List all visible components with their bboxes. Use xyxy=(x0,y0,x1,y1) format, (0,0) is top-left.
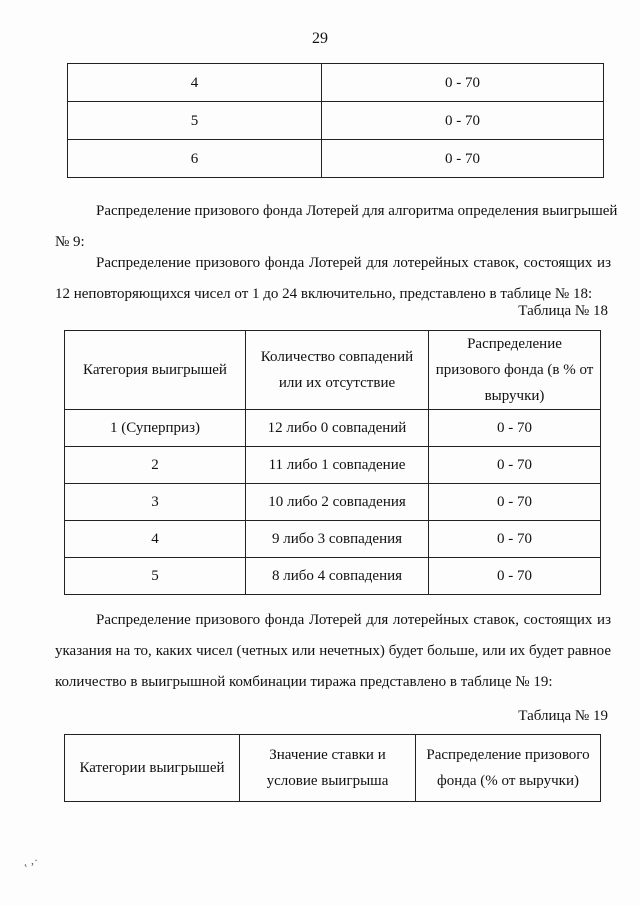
paragraph-line: 12 неповторяющихся чисел от 1 до 24 включительно, представлено в таблице № 18: xyxy=(55,286,593,302)
paragraph-line: Распределение призового фонда Лотерей для лотерейных ставок, состоящих из xyxy=(96,255,611,271)
category-cell: 6 xyxy=(68,140,322,178)
matches-cell: 11 либо 1 совпадение xyxy=(246,447,429,484)
header-category: Категория выигрышей xyxy=(65,331,246,410)
header-category: Категории выигрышей xyxy=(65,735,240,802)
distribution-cell: 0 - 70 xyxy=(429,521,601,558)
table-row xyxy=(65,484,601,521)
header-matches: Количество совпадений или их отсутствие xyxy=(246,331,429,410)
distribution-cell: 0 - 70 xyxy=(429,410,601,447)
table-row xyxy=(68,102,604,140)
paragraph-table-19-intro xyxy=(55,605,611,698)
distribution-cell: 0 - 70 xyxy=(322,102,604,140)
category-cell: 4 xyxy=(65,521,246,558)
table-row xyxy=(65,410,601,447)
category-cell: 1 (Суперприз) xyxy=(65,410,246,447)
category-cell: 4 xyxy=(68,64,322,102)
paragraph-line: указания на то, каких чисел (четных или нечетных) будет больше, или их будет равное xyxy=(55,643,611,659)
table-row xyxy=(68,140,604,178)
table-18 xyxy=(64,330,601,595)
matches-cell: 10 либо 2 совпадения xyxy=(246,484,429,521)
prize-distribution-continuation-table xyxy=(67,63,604,178)
scan-margin-mark: ˛ ,· xyxy=(24,853,38,867)
distribution-cell: 0 - 70 xyxy=(429,558,601,595)
paragraph-table-18-intro xyxy=(55,248,611,310)
distribution-cell: 0 - 70 xyxy=(322,64,604,102)
category-cell: 5 xyxy=(68,102,322,140)
matches-cell: 8 либо 4 совпадения xyxy=(246,558,429,595)
paragraph-line: № 9: xyxy=(55,234,85,250)
page-number: 29 xyxy=(312,30,328,47)
distribution-cell: 0 - 70 xyxy=(322,140,604,178)
table-header-row xyxy=(65,735,601,802)
table-header-row xyxy=(65,331,601,410)
category-cell: 3 xyxy=(65,484,246,521)
header-bet-condition: Значение ставки и условие выигрыша xyxy=(240,735,416,802)
matches-cell: 12 либо 0 совпадений xyxy=(246,410,429,447)
table-row xyxy=(65,521,601,558)
category-cell: 2 xyxy=(65,447,246,484)
header-distribution: Распределение призового фонда (% от выручки) xyxy=(416,735,601,802)
table-row xyxy=(65,558,601,595)
header-distribution: Распределение призового фонда (в % от выручки) xyxy=(429,331,601,410)
distribution-cell: 0 - 70 xyxy=(429,447,601,484)
table-19 xyxy=(64,734,601,802)
table-row xyxy=(65,447,601,484)
paragraph-line: количество в выигрышной комбинации тиража представлено в таблице № 19: xyxy=(55,674,553,690)
category-cell: 5 xyxy=(65,558,246,595)
paragraph-line: Распределение призового фонда Лотерей для лотерейных ставок, состоящих из xyxy=(96,612,611,628)
table-row xyxy=(68,64,604,102)
table-19-caption: Таблица № 19 xyxy=(518,708,608,724)
matches-cell: 9 либо 3 совпадения xyxy=(246,521,429,558)
table-18-caption: Таблица № 18 xyxy=(518,303,608,319)
distribution-cell: 0 - 70 xyxy=(429,484,601,521)
paragraph-line: Распределение призового фонда Лотерей для алгоритма определения выигрышей xyxy=(96,203,618,219)
